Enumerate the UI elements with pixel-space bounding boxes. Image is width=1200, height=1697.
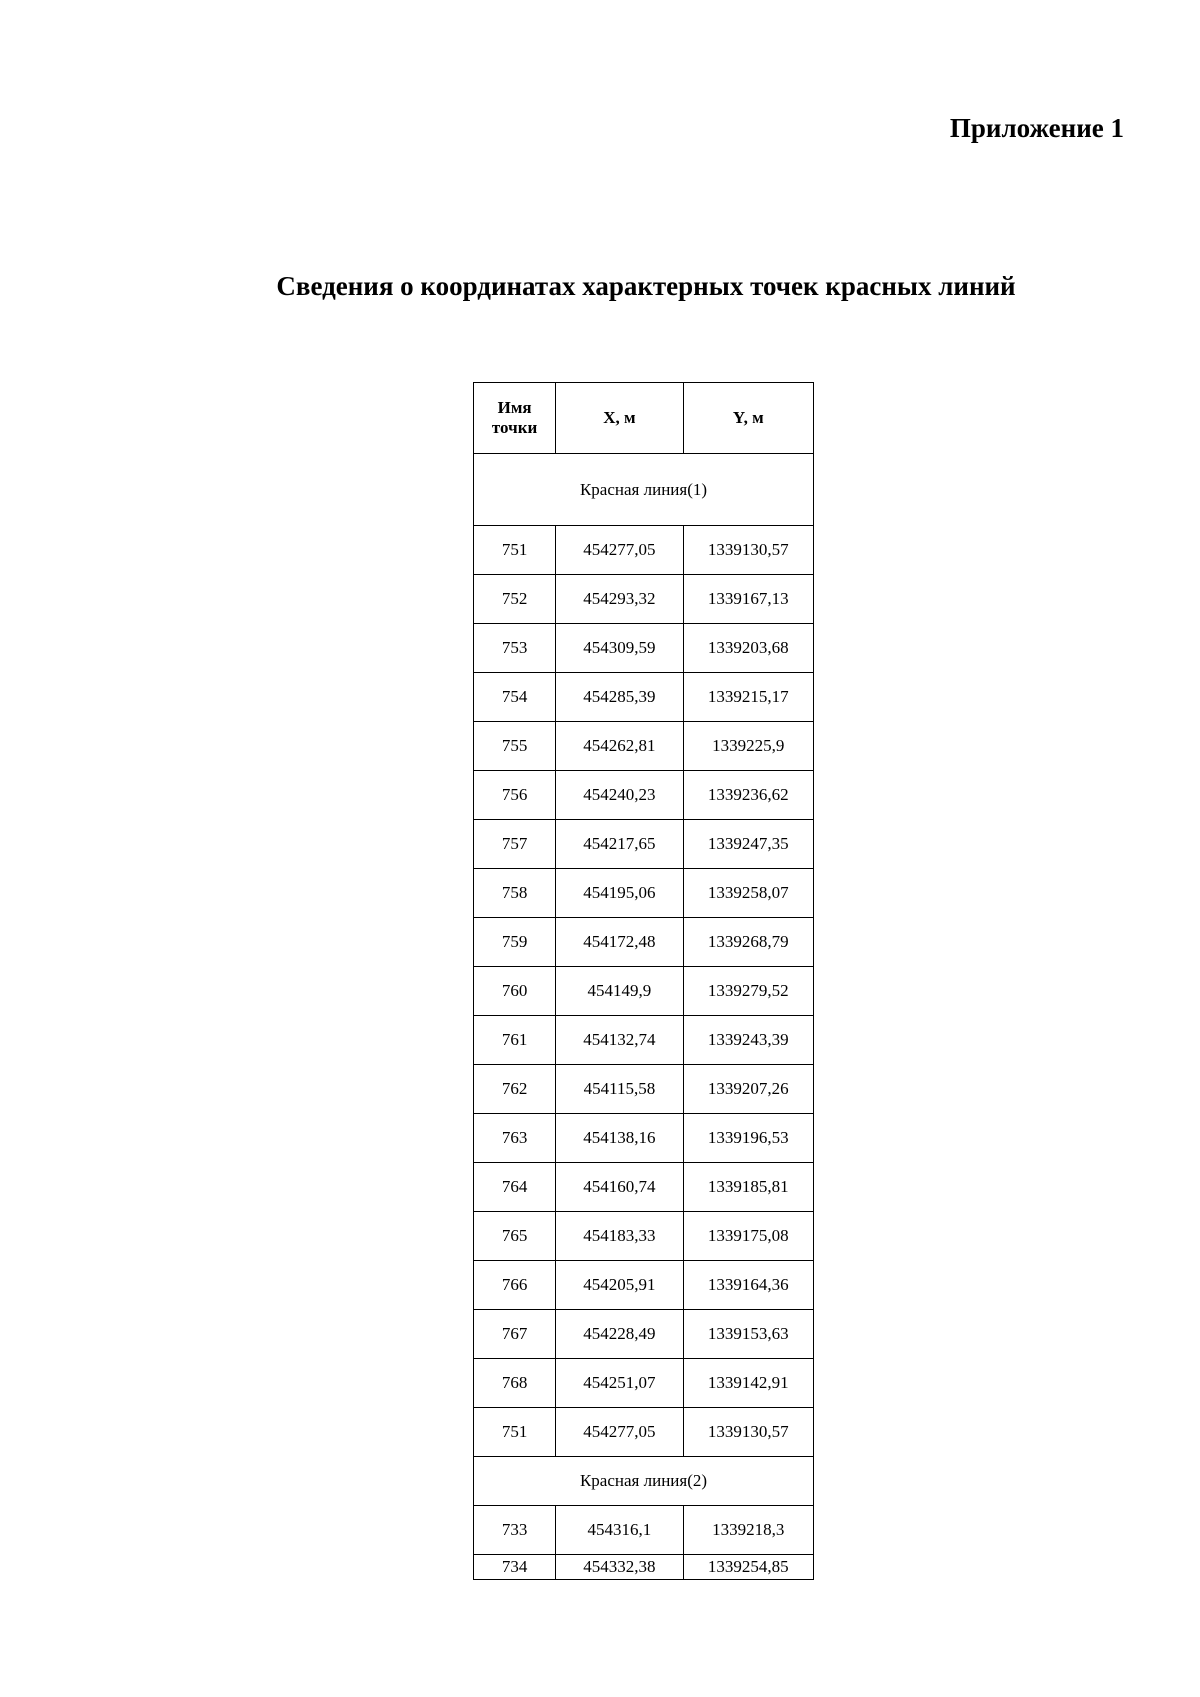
cell-point-name: 768 (474, 1359, 556, 1408)
cell-point-name: 756 (474, 771, 556, 820)
table-body (474, 454, 814, 1580)
table-row (474, 1114, 814, 1163)
cell-point-x: 454172,48 (556, 918, 683, 967)
cell-point-y: 1339164,36 (683, 1261, 813, 1310)
cell-point-y: 1339243,39 (683, 1016, 813, 1065)
cell-point-x: 454332,38 (556, 1555, 683, 1580)
cell-point-y: 1339175,08 (683, 1212, 813, 1261)
cell-point-name: 759 (474, 918, 556, 967)
table-row (474, 1016, 814, 1065)
cell-point-x: 454217,65 (556, 820, 683, 869)
table-row (474, 1310, 814, 1359)
cell-point-name: 765 (474, 1212, 556, 1261)
table-row (474, 869, 814, 918)
section-title: Красная линия(2) (474, 1457, 814, 1506)
cell-point-y: 1339254,85 (683, 1555, 813, 1580)
cell-point-x: 454160,74 (556, 1163, 683, 1212)
cell-point-y: 1339225,9 (683, 722, 813, 771)
cell-point-y: 1339142,91 (683, 1359, 813, 1408)
cell-point-x: 454183,33 (556, 1212, 683, 1261)
table-row (474, 624, 814, 673)
section-title: Красная линия(1) (474, 454, 814, 526)
table-row (474, 1065, 814, 1114)
cell-point-y: 1339215,17 (683, 673, 813, 722)
cell-point-x: 454285,39 (556, 673, 683, 722)
cell-point-x: 454132,74 (556, 1016, 683, 1065)
cell-point-y: 1339196,53 (683, 1114, 813, 1163)
cell-point-name: 733 (474, 1506, 556, 1555)
cell-point-x: 454309,59 (556, 624, 683, 673)
cell-point-y: 1339258,07 (683, 869, 813, 918)
cell-point-name: 760 (474, 967, 556, 1016)
document-title: Сведения о координатах характерных точек красных линий (276, 271, 1016, 301)
table-row (474, 820, 814, 869)
table-row (474, 1555, 814, 1580)
table-row (474, 1212, 814, 1261)
cell-point-name: 762 (474, 1065, 556, 1114)
table-row (474, 526, 814, 575)
cell-point-x: 454277,05 (556, 1408, 683, 1457)
cell-point-y: 1339185,81 (683, 1163, 813, 1212)
column-header-x: X, м (556, 383, 683, 454)
cell-point-x: 454149,9 (556, 967, 683, 1016)
table-row (474, 1408, 814, 1457)
cell-point-x: 454293,32 (556, 575, 683, 624)
column-header-y: Y, м (683, 383, 813, 454)
cell-point-y: 1339279,52 (683, 967, 813, 1016)
cell-point-x: 454316,1 (556, 1506, 683, 1555)
cell-point-y: 1339167,13 (683, 575, 813, 624)
table-row (474, 1261, 814, 1310)
cell-point-x: 454251,07 (556, 1359, 683, 1408)
cell-point-name: 758 (474, 869, 556, 918)
section-row (474, 454, 814, 526)
cell-point-x: 454240,23 (556, 771, 683, 820)
cell-point-name: 761 (474, 1016, 556, 1065)
table-row (474, 575, 814, 624)
section-row (474, 1457, 814, 1506)
cell-point-x: 454115,58 (556, 1065, 683, 1114)
cell-point-y: 1339218,3 (683, 1506, 813, 1555)
table-row (474, 771, 814, 820)
column-header-point-name: Имя точки (474, 383, 556, 454)
cell-point-x: 454205,91 (556, 1261, 683, 1310)
cell-point-y: 1339153,63 (683, 1310, 813, 1359)
cell-point-name: 754 (474, 673, 556, 722)
cell-point-x: 454228,49 (556, 1310, 683, 1359)
coordinates-table (473, 382, 814, 1580)
table-row (474, 673, 814, 722)
cell-point-name: 763 (474, 1114, 556, 1163)
table-row (474, 918, 814, 967)
table-row (474, 967, 814, 1016)
table-row (474, 1163, 814, 1212)
cell-point-x: 454138,16 (556, 1114, 683, 1163)
cell-point-x: 454277,05 (556, 526, 683, 575)
cell-point-name: 752 (474, 575, 556, 624)
cell-point-name: 764 (474, 1163, 556, 1212)
cell-point-name: 766 (474, 1261, 556, 1310)
cell-point-name: 767 (474, 1310, 556, 1359)
table-row (474, 1506, 814, 1555)
cell-point-y: 1339207,26 (683, 1065, 813, 1114)
cell-point-y: 1339203,68 (683, 624, 813, 673)
cell-point-name: 753 (474, 624, 556, 673)
table-row (474, 722, 814, 771)
table-header-row (474, 383, 814, 454)
cell-point-x: 454262,81 (556, 722, 683, 771)
table-row (474, 1359, 814, 1408)
cell-point-y: 1339236,62 (683, 771, 813, 820)
cell-point-name: 755 (474, 722, 556, 771)
cell-point-y: 1339268,79 (683, 918, 813, 967)
cell-point-y: 1339130,57 (683, 526, 813, 575)
cell-point-name: 751 (474, 1408, 556, 1457)
cell-point-name: 734 (474, 1555, 556, 1580)
cell-point-x: 454195,06 (556, 869, 683, 918)
cell-point-y: 1339130,57 (683, 1408, 813, 1457)
cell-point-name: 751 (474, 526, 556, 575)
cell-point-name: 757 (474, 820, 556, 869)
cell-point-y: 1339247,35 (683, 820, 813, 869)
appendix-label: Приложение 1 (949, 113, 1124, 143)
